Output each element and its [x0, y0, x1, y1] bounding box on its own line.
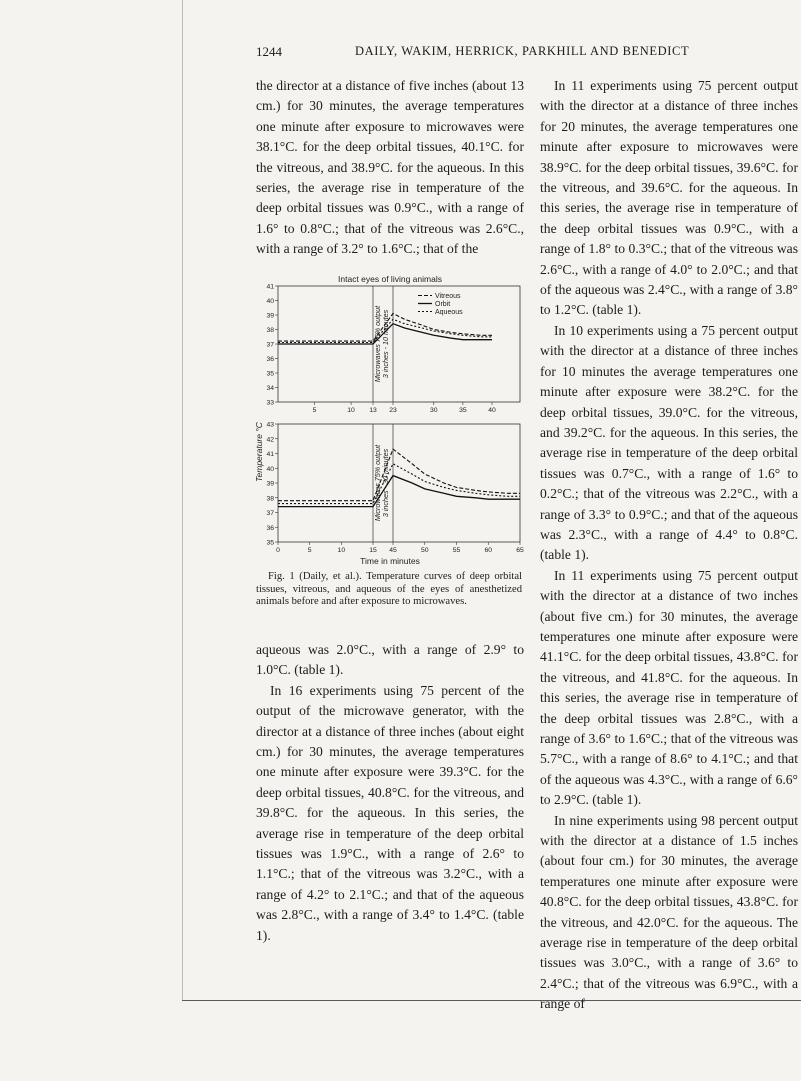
- y-tick-label: 36: [266, 356, 274, 363]
- series-line-aqueous: [278, 464, 520, 504]
- chart-title: Intact eyes of living animals: [338, 274, 442, 284]
- exposure-annotation: 3 inches - 10 minutes: [381, 309, 390, 379]
- y-tick-label: 41: [266, 451, 274, 458]
- series-line-vitreous: [278, 449, 520, 501]
- x-tick-label: 10: [337, 547, 346, 554]
- left-column-bottom: [256, 640, 524, 946]
- x-tick-label: 23: [389, 407, 397, 414]
- paragraph: In 10 experiments using a 75 percent output with the director at a distance of three inches for 10 minutes the average temperatures one minute after exposure were 38.2°C. for the deep orbital tissues, 39.0°C. for the vitreous, and 39.2°C. for the aqueous. In this series, the average rise in temperature of the deep orbital tissues was 0.7°C., with a range of 1.6° to 0.2°C.; that of the vitreous was 2.2°C., with a range of 3.3° to 0.9°C.; and that of the aqueous was 2.3°C., with a range of 4.4° to 0.8°C. (table 1).: [540, 322, 798, 563]
- x-tick-label: 0: [276, 547, 280, 554]
- y-tick-label: 40: [266, 465, 274, 473]
- figure-caption: [256, 571, 522, 609]
- paragraph: In 11 experiments using 75 percent output with the director at a distance of two inches (about five cm.) for 30 minutes, the average temperatures one minute after exposure were 41.1°C. for the deep orbital tissues, 43.8°C. for the vitreous, and 41.8°C. for the aqueous. In this series, the average rise in temperature of the deep orbital tissues was 2.8°C., with a range of 3.6° to 1.6°C.; that of the vitreous was 5.7°C., with a range of 8.6° to 4.1°C.; and that of the aqueous was 4.3°C., with a range of 6.6° to 2.9°C. (table 1).: [540, 567, 798, 808]
- left-column-top: [256, 76, 524, 260]
- figure-1: [252, 272, 528, 573]
- exposure-annotation: Microwaves 75% output: [373, 444, 382, 522]
- x-tick-label: 30: [429, 407, 438, 414]
- x-tick-label: 5: [307, 547, 312, 554]
- x-tick-label: 15: [369, 547, 377, 554]
- legend-label: Aqueous: [435, 309, 463, 316]
- running-head: DAILY, WAKIM, HERRICK, PARKHILL AND BENEDICT: [355, 44, 690, 58]
- x-tick-label: 40: [488, 407, 496, 414]
- paragraph: In nine experiments using 98 percent output with the director at a distance of 1.5 inches (about four cm.) for 30 minutes, the average temperatures one minute after exposure were 40.8°C. for the deep orbital tissues, 43.8°C. for the vitreous, and 42.0°C. for the aqueous. The average rise in temperature of the deep orbital tissues was 3.0°C., with a range of 3.6° to 2.4°C.; that of the vitreous was 6.9°C., with a range of: [540, 812, 798, 1012]
- panel-frame: [278, 424, 520, 542]
- x-tick-label: 55: [452, 547, 461, 554]
- y-tick-label: 39: [266, 480, 274, 488]
- y-tick-label: 43: [266, 421, 274, 429]
- x-tick-label: 5: [312, 407, 317, 414]
- x-tick-label: 45: [389, 547, 397, 554]
- paragraph: the director at a distance of five inches (about 13 cm.) for 30 minutes, the average temperatures one minute after exposure to microwaves were 38.1°C. for the deep orbital tissues, 40.1°C. for the vitreous, and 38.9°C. for the aqueous. In this series, the average rise in temperature of the deep orbital tissues was 0.9°C., with a range of 1.6° to 0.8°C.; that of the vitreous was 2.6°C., with a range of 3.2° to 1.6°C.; that of the: [256, 78, 524, 257]
- x-tick-label: 65: [516, 547, 524, 554]
- x-tick-label: 50: [420, 547, 429, 554]
- y-tick-label: 36: [266, 524, 274, 532]
- caption-text: Fig. 1 (Daily, et al.). Temperature curves of deep orbital tissues, vitreous, and aqueous of the eyes of anesthetized animals before and after exposure to microwaves.: [256, 571, 522, 608]
- right-column: [540, 76, 798, 1015]
- x-tick-label: 10: [347, 407, 355, 414]
- legend-label: Orbit: [435, 301, 451, 308]
- y-tick-label: 40: [266, 298, 274, 305]
- y-tick-label: 34: [266, 385, 274, 392]
- y-tick-label: 35: [266, 539, 274, 547]
- x-tick-label: 35: [459, 407, 467, 414]
- chart-panel-bottom: [266, 422, 524, 555]
- y-tick-label: 37: [266, 510, 274, 517]
- exposure-annotation: Microwaves 75% output: [373, 305, 382, 383]
- y-tick-label: 42: [266, 436, 274, 444]
- x-tick-label: 13: [369, 407, 377, 414]
- y-tick-label: 38: [266, 327, 274, 334]
- y-tick-label: 33: [266, 399, 274, 407]
- y-tick-label: 38: [266, 495, 274, 503]
- paragraph: aqueous was 2.0°C., with a range of 2.9° to 1.0°C. (table 1).: [256, 642, 524, 678]
- y-axis-label: Temperature °C: [254, 422, 264, 482]
- y-tick-label: 39: [266, 312, 274, 320]
- exposure-annotation: 3 inches - 30 minutes: [381, 448, 390, 518]
- y-tick-label: 35: [266, 370, 274, 378]
- x-axis-label: Time in minutes: [360, 556, 420, 566]
- paragraph: In 11 experiments using 75 percent output with the director at a distance of three inches for 20 minutes, the average temperatures one minute after exposure to microwaves were 38.9°C. for the deep orbital tissues, 39.6°C. for the vitreous, and 39.6°C. for the aqueous. In this series, the average rise in temperature of the deep orbital tissues was 0.9°C., with a range of 1.8° to 0.3°C.; that of the vitreous was 2.6°C., with a range of 4.0° to 2.0°C.; and that of the aqueous was 2.4°C., with a range of 3.8° to 1.2°C. (table 1).: [540, 78, 798, 318]
- temperature-chart: [252, 272, 528, 568]
- x-tick-label: 60: [484, 547, 493, 554]
- paragraph: In 16 experiments using 75 percent of the output of the microwave generator, with the director at a distance of three inches (about eight cm.) for 30 minutes, the average temperatures one minute after exposure were 39.3°C. for the deep orbital tissues, 40.8°C. for the vitreous, and 39.8°C. for the aqueous. In this series, the average rise in temperature of the deep orbital tissues was 1.9°C., with a range of 2.6° to 1.1°C.; that of the vitreous was 3.2°C., with a range of 4.2° to 2.1°C.; and that of the aqueous was 2.8°C., with a range of 3.4° to 1.4°C. (table 1).: [256, 682, 524, 943]
- y-tick-label: 37: [266, 341, 274, 349]
- page-margin-line: [182, 0, 183, 1000]
- page-number: 1244: [256, 44, 282, 59]
- chart-panel-top: [266, 284, 520, 415]
- y-tick-label: 41: [266, 283, 274, 291]
- legend-label: Vitreous: [435, 293, 461, 300]
